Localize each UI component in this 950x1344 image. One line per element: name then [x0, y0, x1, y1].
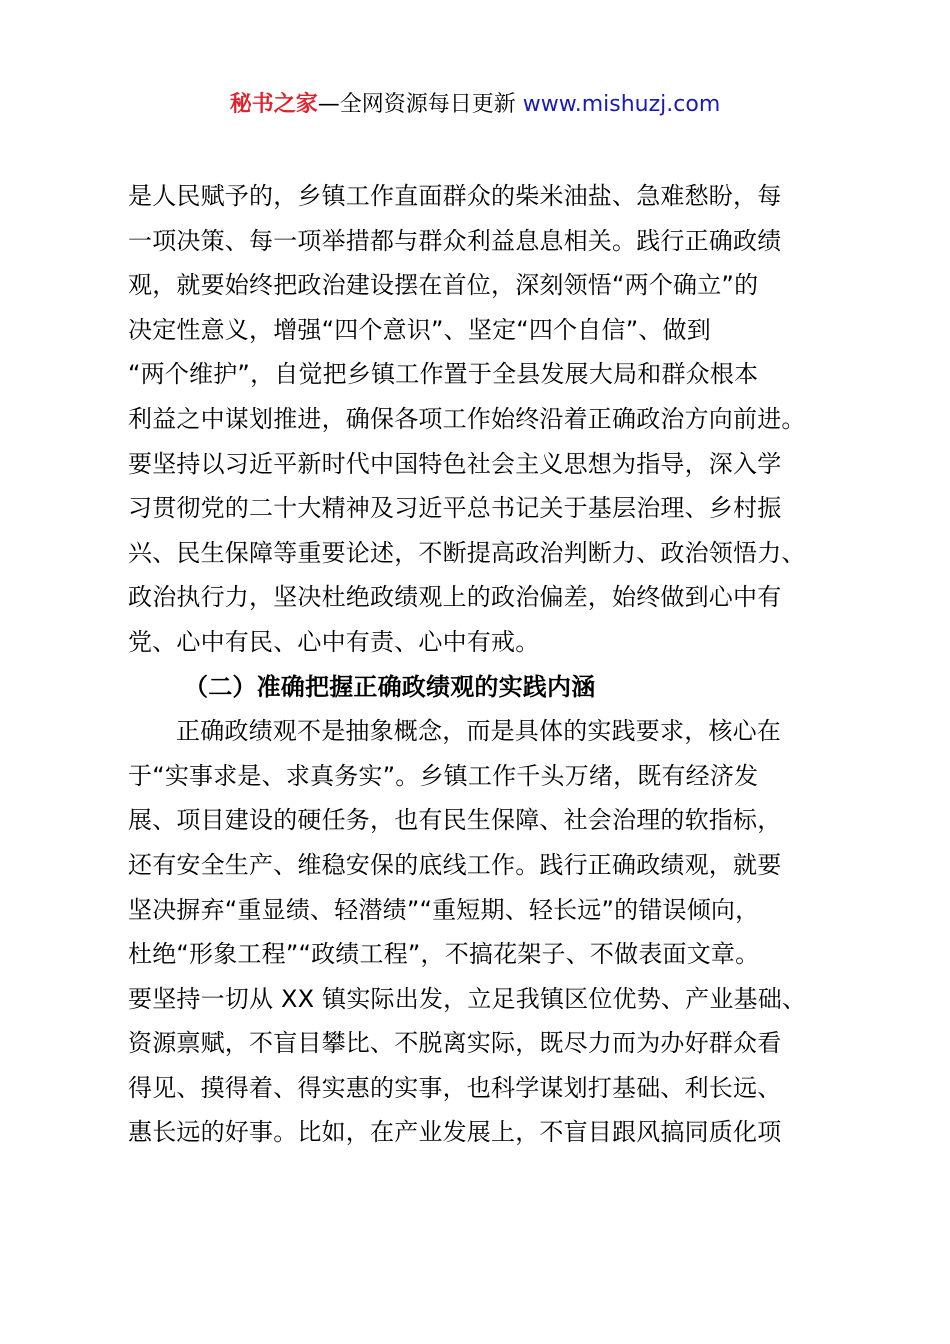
text-line: 利益之中谋划推进，确保各项工作始终沿着正确政治方向前进。 [128, 404, 806, 433]
text-line: 资源禀赋，不盲目攀比、不脱离实际，既尽力而为办好群众看 [128, 1029, 782, 1058]
text-line: 展、项目建设的硬任务，也有民生保障、社会治理的软指标， [128, 806, 782, 835]
text-line: 要坚持一切从 XX 镇实际出发，立足我镇区位优势、产业基础、 [128, 984, 807, 1013]
text-line: 坚决摒弃“重显绩、轻潜绩”“重短期、轻长远”的错误倾向， [128, 895, 760, 924]
text-line: 习贯彻党的二十大精神及习近平总书记关于基层治理、乡村振 [128, 494, 782, 523]
site-url[interactable]: www.mishuzj.com [522, 92, 721, 117]
text-line: 还有安全生产、维稳安保的底线工作。践行正确政绩观，就要 [128, 850, 782, 879]
text-line: 兴、民生保障等重要论述，不断提高政治判断力、政治领悟力、 [128, 538, 806, 567]
text-line: 观，就要始终把政治建设摆在首位，深刻领悟“两个确立”的 [128, 271, 759, 300]
text-line: 惠长远的好事。比如，在产业发展上，不盲目跟风搞同质化项 [128, 1118, 782, 1147]
text-line: 一项决策、每一项举措都与群众利益息息相关。践行正确政绩 [128, 226, 782, 255]
text-line: 正确政绩观不是抽象概念，而是具体的实践要求，核心在 [176, 717, 781, 746]
document-body [128, 174, 858, 1155]
section-heading: （二）准确把握正确政绩观的实践内涵 [184, 672, 596, 701]
text-line: 得见、摸得着、得实惠的实事，也科学谋划打基础、利长远、 [128, 1073, 782, 1102]
page-header [0, 88, 950, 122]
text-line: 杜绝“形象工程”“政绩工程”，不搞花架子、不做表面文章。 [128, 940, 760, 969]
text-line: 党、心中有民、心中有责、心中有戒。 [128, 627, 540, 656]
text-line: 要坚持以习近平新时代中国特色社会主义思想为指导，深入学 [128, 449, 782, 478]
text-line: “两个维护”，自觉把乡镇工作置于全县发展大局和群众根本 [128, 360, 759, 389]
site-tagline: —全网资源每日更新 [317, 92, 523, 117]
text-line: 于“实事求是、求真务实”。乡镇工作千头万绪，既有经济发 [128, 761, 759, 790]
text-line: 决定性意义，增强“四个意识”、坚定“四个自信”、做到 [128, 315, 711, 344]
text-line: 政治执行力，坚决杜绝政绩观上的政治偏差，始终做到心中有 [128, 583, 782, 612]
site-brand: 秘书之家 [229, 92, 318, 117]
text-line: 是人民赋予的，乡镇工作直面群众的柴米油盐、急难愁盼，每 [128, 182, 782, 210]
